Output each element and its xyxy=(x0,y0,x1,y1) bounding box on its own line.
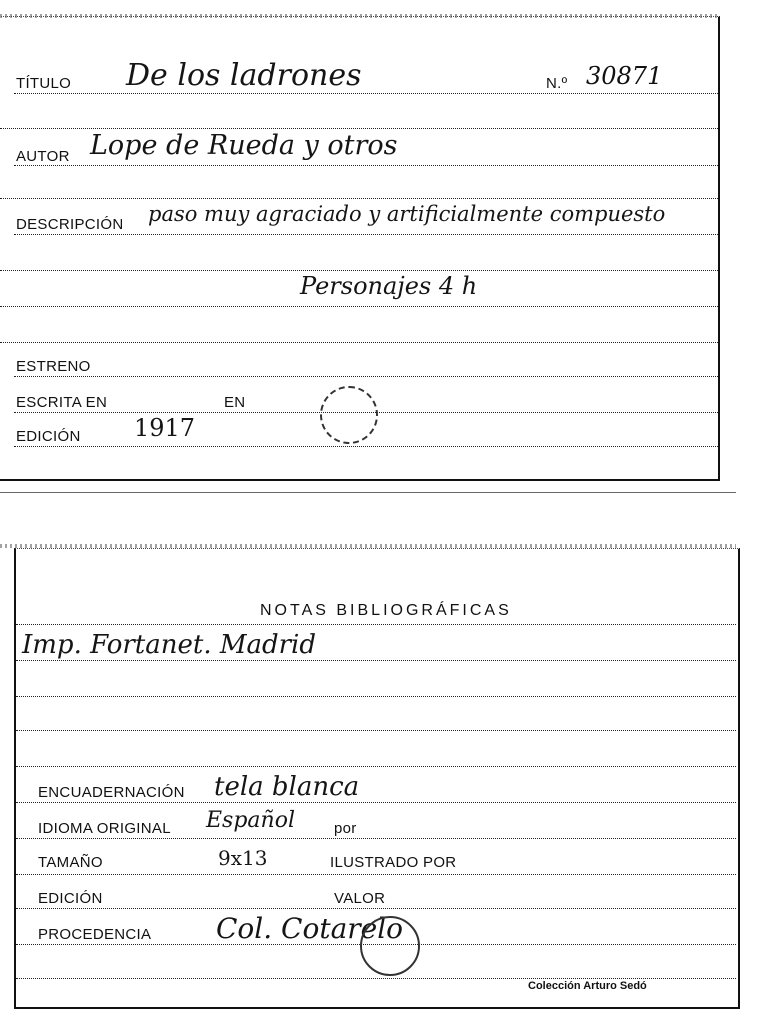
rule xyxy=(16,838,736,839)
procedencia-label: PROCEDENCIA xyxy=(38,926,152,943)
personajes-value: Personajes 4 h xyxy=(300,272,478,300)
encuadernacion-label: ENCUADERNACIÓN xyxy=(38,784,185,801)
rule xyxy=(16,908,736,909)
collection-footer: Colección Arturo Sedó xyxy=(528,980,647,992)
tamano-label: TAMAÑO xyxy=(38,854,103,871)
rule xyxy=(16,802,736,803)
rule xyxy=(0,306,718,307)
estreno-label: ESTRENO xyxy=(16,358,91,375)
rule xyxy=(14,234,718,235)
notas-heading: NOTAS BIBLIOGRÁFICAS xyxy=(260,602,512,619)
rule xyxy=(16,696,736,697)
ilustrado-label: ILUSTRADO POR xyxy=(330,854,457,871)
rule xyxy=(16,624,736,625)
rule xyxy=(0,128,718,129)
scan-noise xyxy=(0,14,718,18)
rule xyxy=(14,376,718,377)
procedencia-value: Col. Cotarelo xyxy=(216,912,404,945)
rule xyxy=(0,342,718,343)
edicion-value: 1917 xyxy=(134,414,196,442)
escrita-label: ESCRITA EN xyxy=(16,394,108,411)
punch-hole xyxy=(320,386,378,444)
por-label: por xyxy=(334,820,357,837)
rule xyxy=(16,766,736,767)
autor-label: AUTOR xyxy=(16,148,70,165)
valor-label: VALOR xyxy=(334,890,386,907)
idioma-value: Español xyxy=(206,808,295,833)
autor-value: Lope de Rueda y otros xyxy=(90,130,398,161)
rule xyxy=(16,660,736,661)
idioma-label: IDIOMA ORIGINAL xyxy=(38,820,171,837)
tamano-value: 9x13 xyxy=(218,846,268,870)
rule xyxy=(16,874,736,875)
rule xyxy=(14,165,718,166)
descripcion-value: paso muy agraciado y artificialmente compuesto xyxy=(148,202,666,226)
rule xyxy=(16,978,736,979)
en-label: EN xyxy=(224,394,246,411)
rule xyxy=(16,730,736,731)
rule xyxy=(0,198,718,199)
titulo-label: TÍTULO xyxy=(16,75,72,92)
numero-label: N.º xyxy=(546,75,568,92)
punch-hole xyxy=(360,916,420,976)
numero-value: 30871 xyxy=(586,62,663,90)
descripcion-label: DESCRIPCIÓN xyxy=(16,216,124,233)
rule xyxy=(14,93,718,94)
rule xyxy=(14,446,718,447)
titulo-value: De los ladrones xyxy=(126,58,362,93)
notas-value: Imp. Fortanet. Madrid xyxy=(22,630,317,660)
sheet-edge xyxy=(0,492,736,493)
edicion-label: EDICIÓN xyxy=(16,428,81,445)
encuadernacion-value: tela blanca xyxy=(214,772,360,802)
rule xyxy=(0,270,718,271)
edicion2-label: EDICIÓN xyxy=(38,890,103,907)
